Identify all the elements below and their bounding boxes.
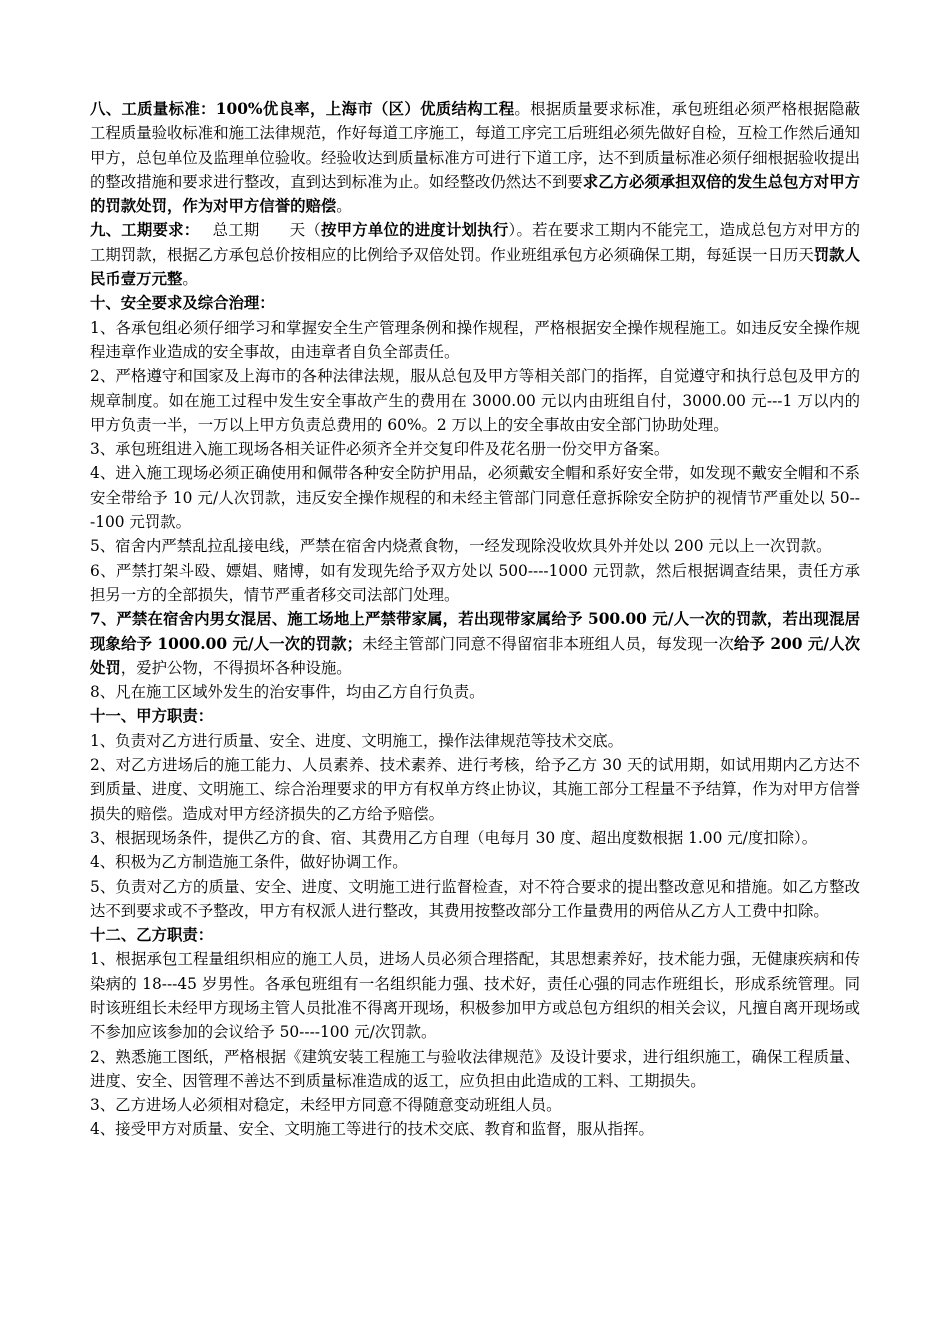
section-9-body: ）。若在要求工期内不能完工，造成总包方对甲方的工期罚款，根据乙方承包总价按相应的比例给予双倍处罚。作业班组承包方必须确保工期，每延误一日历天: [90, 221, 860, 264]
section-9-fine: 罚款人民币壹万元整: [90, 245, 860, 289]
section-10-item-4: 4、进入施工现场必须正确使用和佩带各种安全防护用品，必须戴安全帽和系好安全带，如发现不戴安全帽和不系安全带给予 10 元/人次罚款，违反安全操作规程的和未经主管部门同意任意拆除安全防护的视情节严重处以 50---100 元罚款。: [90, 464, 860, 532]
section-10-item-1: 1、各承包组必须仔细学习和掌握安全生产管理条例和操作规程，严格根据安全操作规程施工。如违反安全操作规程违章作业造成的安全事故，由违章者自负全部责任。: [90, 318, 860, 361]
section-10-item-2: 2、严格遵守和国家及上海市的各种法律法规，服从总包及甲方等相关部门的指挥，自觉遵守和执行总包及甲方的规章制度。如在施工过程中发生安全事故产生的费用在 3000.00 元以内由班组自付，3000.00 元---1 万以内的甲方负责一半，一万以上甲方负责总费用的 60%。2 万以上的安全事故由安全部门协助处理。: [90, 367, 860, 434]
section-12-item-1: 1、根据承包工程量组织相应的施工人员，进场人员必须合理搭配，其思想素养好，技术能力强，无健康疾病和传染病的 18---45 岁男性。各承包班组有一名组织能力强、技术好，责任心强的同志作班组长，形成系统管理。同时该班组长未经甲方现场主管人员批准不得离开现场，积极参加甲方或总包方组织的相关会议，凡擅自离开现场或不参加应该参加的会议给予 50----100 元/次罚款。: [90, 950, 860, 1042]
section-8-body: 。根据质量要求标准，承包班组必须严格根据隐蔽工程质量验收标准和施工法律规范，作好每道工序施工，每道工序完工后班组必须先做好自检，互检工作然后通知甲方，总包单位及监理单位验收。经验收达到质量标准方可进行下道工序，达不到质量标准必须仔细根据验收提出的整改措施和要求进行整改，直到达到标准为止。如经整改仍然达不到要: [90, 100, 860, 191]
section-10-item-5: 5、宿舍内严禁乱拉乱接电线，严禁在宿舍内烧煮食物，一经发现除没收炊具外并处以 200 元以上一次罚款。: [90, 537, 832, 556]
section-10-item-7-text: 未经主管部门同意不得留宿非本班组人员，每发现一次: [362, 634, 734, 653]
section-12-heading: 十二、乙方职责：: [90, 926, 214, 945]
section-12-item-4: 4、接受甲方对质量、安全、文明施工等进行的技术交底、教育和监督，服从指挥。: [90, 1120, 654, 1139]
section-12-item-3: 3、乙方进场人必须相对稳定，未经甲方同意不得随意变动班组人员。: [90, 1096, 562, 1115]
section-9-heading: 九、工期要求：: [90, 221, 200, 240]
section-9-schedule: [90, 218, 860, 291]
section-8-end: 。: [336, 197, 352, 216]
section-11-item-5: 5、负责对乙方的质量、安全、进度、文明施工进行监督检查，对不符合要求的提出整改意见和措施。如乙方整改达不到要求或不予整改，甲方有权派人进行整改，其费用按整改部分工作量费用的两倍从乙方人工费中扣除。: [90, 877, 860, 920]
section-9-days: 天（: [289, 221, 322, 240]
section-10-item-7-end: ，爱护公物，不得损坏各种设施。: [120, 658, 352, 677]
section-10-item-7-bold: 7、严禁在宿舍内男女混居、施工场地上严禁带家属，若出现带家属给予 500.00 元/人一次的罚款，若出现混居现象给予 1000.00 元/人一次的罚款；: [90, 610, 860, 653]
section-9-total-period: 总工期: [212, 221, 260, 240]
section-8-standard: 100%优良率，上海市（区）优质结构工程: [215, 100, 515, 118]
section-8-quality-standard: [90, 97, 860, 218]
section-9-plan: 按甲方单位的进度计划执行: [321, 221, 509, 240]
section-11-heading: 十一、甲方职责：: [90, 707, 214, 726]
section-10-item-3: 3、承包班组进入施工现场各相关证件必须齐全并交复印件及花名册一份交甲方备案。: [90, 440, 670, 459]
section-10-item-8: 8、凡在施工区域外发生的治安事件，均由乙方自行负责。: [90, 683, 485, 702]
section-8-heading: 八、工质量标准：: [90, 100, 216, 118]
section-10-item-7-fine: 给予 200 元/人次处罚: [90, 634, 861, 677]
section-10-item-7: [90, 607, 860, 680]
section-11-item-2: 2、对乙方进场后的施工能力、人员素养、技术素养、进行考核，给予乙方 30 天的试用期，如试用期内乙方达不到质量、进度、文明施工、综合治理要求的甲方有权单方终止协议，其施工部分工程量不予结算，作为对甲方信誉损失的赔偿。造成对甲方经济损失的乙方给予赔偿。: [90, 756, 860, 823]
section-11-item-1: 1、负责对乙方进行质量、安全、进度、文明施工，操作法律规范等技术交底。: [90, 731, 624, 750]
section-11-item-3: 3、根据现场条件，提供乙方的食、宿、其费用乙方自理（电每月 30 度、超出度数根据 1.00 元/度扣除）。: [90, 828, 818, 847]
section-9-end: 。: [182, 270, 198, 289]
section-11-item-4: 4、积极为乙方制造施工条件，做好协调工作。: [90, 853, 408, 872]
section-12-item-2: 2、熟悉施工图纸，严格根据《建筑安装工程施工与验收法律规范》及设计要求，进行组织施工，确保工程质量、进度、安全、因管理不善达不到质量标准造成的返工，应负担由此造成的工料、工期损失。: [90, 1047, 860, 1090]
section-8-penalty: 求乙方必须承担双倍的发生总包方对甲方的罚款处罚，作为对甲方信誉的赔偿: [90, 172, 860, 216]
section-10-item-6: 6、严禁打架斗殴、嫖娼、赌博，如有发现先给予双方处以 500----1000 元罚款，然后根据调查结果，责任方承担另一方的全部损失，情节严重者移交司法部门处理。: [90, 561, 860, 604]
section-10-heading: 十、安全要求及综合治理：: [90, 294, 275, 313]
